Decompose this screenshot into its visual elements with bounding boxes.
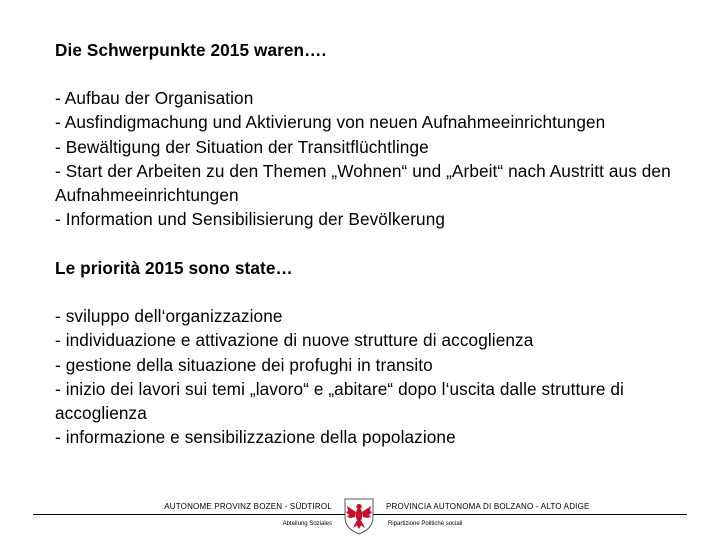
- list-item: - informazione e sensibilizzazione della popolazione: [55, 427, 456, 448]
- list-item: - Bewältigung der Situation der Transitflüchtlinge: [55, 136, 429, 157]
- footer: [0, 490, 720, 540]
- south-tyrol-eagle-crest-icon: [342, 497, 376, 535]
- list-item: - Ausfindigmachung und Aktivierung von neuen Aufnahmeeinrichtungen: [55, 112, 606, 133]
- footer-department-de: Abteilung Soziales: [282, 521, 332, 527]
- list-item: - individuazione e attivazione di nuove strutture di accoglienza: [55, 330, 534, 351]
- list-item: - inizio dei lavori sui temi „lavoro“ e „abitare“ dopo l‘uscita dalle strutture di accoglienza: [55, 378, 624, 424]
- italian-section: [55, 256, 705, 449]
- italian-heading: Le priorità 2015 sono state…: [55, 258, 293, 278]
- list-item: - Aufbau der Organisation: [55, 88, 254, 109]
- footer-province-name-it: PROVINCIA AUTONOMA DI BOLZANO - ALTO ADIGE: [386, 502, 590, 511]
- list-item: - gestione della situazione dei profughi in transito: [55, 354, 433, 375]
- german-heading: Die Schwerpunkte 2015 waren….: [55, 40, 327, 60]
- footer-province-name-de: AUTONOME PROVINZ BOZEN - SÜDTIROL: [164, 502, 332, 511]
- list-item: - Information und Sensibilisierung der Bevölkerung: [55, 209, 446, 230]
- german-list: [55, 86, 705, 231]
- list-item: - sviluppo dell‘organizzazione: [55, 306, 283, 327]
- list-item: - Start der Arbeiten zu den Themen „Wohnen“ und „Arbeit“ nach Austritt aus den Aufnahmeeinrichtungen: [55, 160, 671, 206]
- footer-department-it: Ripartizione Politiche sociali: [388, 521, 463, 527]
- german-section: [55, 38, 705, 231]
- italian-list: [55, 304, 705, 449]
